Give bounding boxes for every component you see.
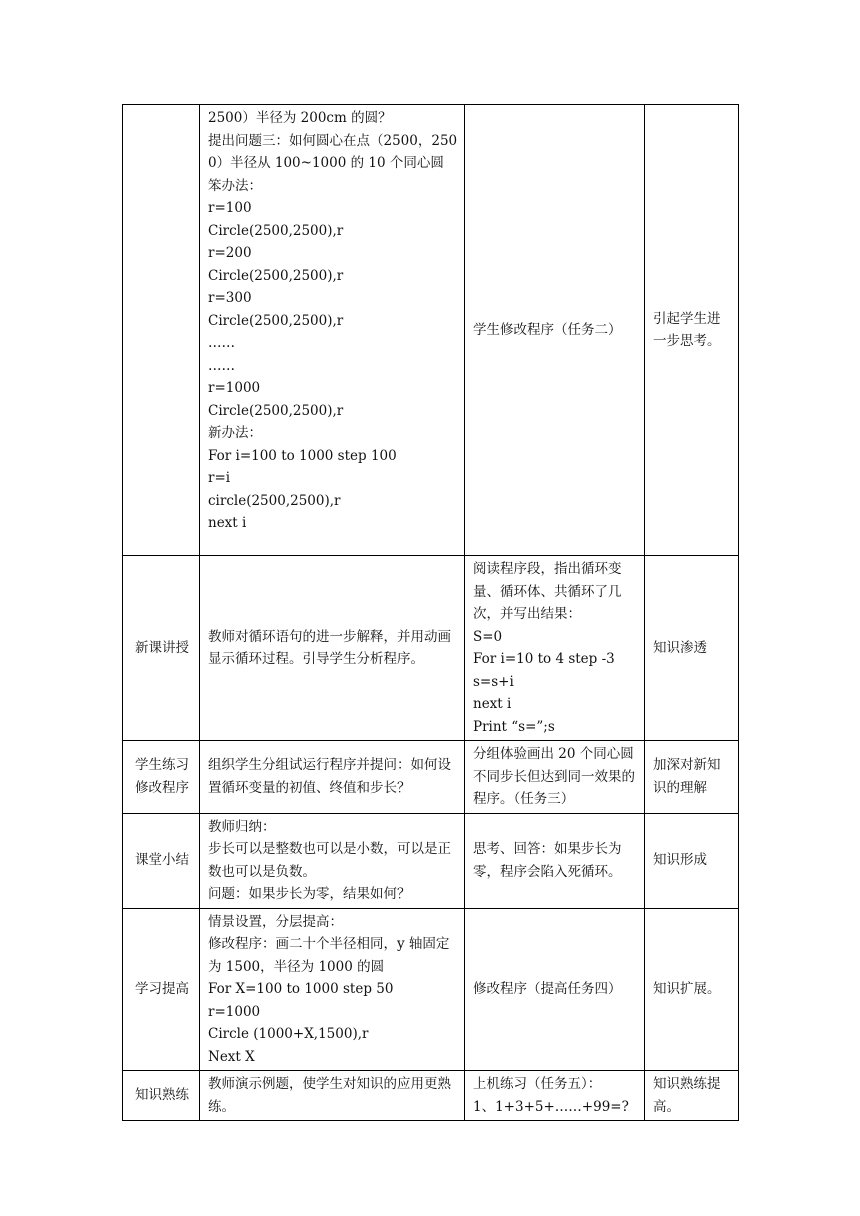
student-activity-cell — [465, 556, 645, 741]
design-intent-cell — [645, 556, 739, 741]
design-intent-cell — [645, 1071, 739, 1121]
student-activity-cell — [465, 105, 645, 556]
teacher-line: r=100 — [208, 200, 252, 216]
lesson-plan-table — [122, 104, 739, 1121]
teacher-line: 2500）半径为 200cm 的圆？ — [208, 110, 392, 126]
stage-label: 课堂小结 — [135, 852, 189, 869]
student-line: For i=10 to 4 step -3 — [473, 651, 615, 667]
teacher-line: 提出问题三：如何圆心在点（2500，2500）半径从 100~1000 的 10 个同心圆 — [208, 132, 458, 171]
intent-line: 知识形成 — [653, 852, 707, 869]
teacher-line: Circle(2500,2500),r — [208, 402, 344, 419]
stage-label: 知识熟练 — [135, 1087, 189, 1104]
teacher-line: next i — [208, 515, 247, 531]
teacher-activity-cell — [200, 908, 465, 1071]
teacher-line: 修改程序：画二十个半径相同，y 轴固定为 1500，半径为 1000 的圆 — [208, 936, 450, 975]
teacher-line: r=1000 — [208, 380, 261, 396]
student-line: 1、1+3+5+……+99=? — [473, 1098, 629, 1115]
teacher-line: Circle(2500,2500),r — [208, 312, 344, 329]
teacher-line: r=200 — [208, 245, 252, 261]
teacher-line: For i=100 to 1000 step 100 — [208, 447, 397, 464]
student-line: 学生修改程序（任务二） — [473, 321, 622, 338]
table-row — [123, 908, 739, 1071]
teacher-line: circle(2500,2500),r — [208, 492, 341, 509]
teacher-line: r=i — [208, 470, 231, 486]
teacher-line: Circle(2500,2500),r — [208, 267, 344, 284]
teacher-activity-cell — [200, 1071, 465, 1121]
student-line: 阅读程序段，指出循环变量、循环体、共循环了几次，并写出结果： — [473, 561, 622, 622]
intent-line: 加深对新知识的理解 — [653, 757, 721, 796]
lesson-plan-body — [123, 105, 739, 1121]
teacher-line: 教师归纳： — [208, 818, 276, 835]
teacher-line: 情景设置，分层提高： — [208, 913, 343, 930]
teacher-line: r=300 — [208, 290, 252, 306]
teacher-line: 步长可以是整数也可以是小数，可以是正数也可以是负数。 — [208, 841, 451, 880]
teacher-line: 问题：如果步长为零，结果如何？ — [208, 886, 411, 902]
teacher-activity-cell — [200, 813, 465, 908]
intent-line: 知识扩展。 — [653, 981, 721, 997]
stage-label: 新课讲授 — [135, 639, 189, 656]
teacher-line: For X=100 to 1000 step 50 — [208, 981, 394, 997]
teacher-activity-cell — [200, 741, 465, 814]
teacher-line: 教师对循环语句的进一步解释，并用动画显示循环过程。引导学生分析程序。 — [208, 628, 451, 667]
stage-cell — [123, 741, 200, 814]
design-intent-cell — [645, 741, 739, 814]
intent-line: 知识熟练提高。 — [653, 1076, 721, 1115]
table-row — [123, 741, 739, 814]
teacher-line: Circle(2500,2500),r — [208, 222, 344, 239]
teacher-line: …… — [208, 357, 235, 374]
teacher-line: r=1000 — [208, 1003, 261, 1020]
table-row — [123, 1071, 739, 1121]
stage-cell — [123, 556, 200, 741]
teacher-activity-cell — [200, 556, 465, 741]
teacher-line: 教师演示例题，使学生对知识的应用更熟练。 — [208, 1076, 451, 1115]
teacher-line: 新办法： — [208, 425, 262, 441]
table-row — [123, 556, 739, 741]
student-line: 分组体验画出 20 个同心圆不同步长但达到同一效果的程序。（任务三） — [473, 746, 635, 807]
student-line: 上机练习（任务五）： — [473, 1076, 602, 1092]
teacher-line: 组织学生分组试运行程序并提问：如何设置循环变量的初值、终值和步长？ — [208, 757, 451, 796]
stage-cell — [123, 908, 200, 1071]
student-line: Print “s=”;s — [473, 718, 555, 735]
table-row — [123, 813, 739, 908]
stage-label: 学习提高 — [135, 981, 189, 997]
teacher-line: 笨办法： — [208, 177, 262, 194]
design-intent-cell — [645, 813, 739, 908]
student-activity-cell — [465, 741, 645, 814]
stage-cell — [123, 105, 200, 556]
student-activity-cell — [465, 1071, 645, 1121]
teacher-line: Circle (1000+X,1500),r — [208, 1026, 369, 1042]
intent-line: 引起学生进一步思考。 — [653, 310, 721, 349]
table-row — [123, 105, 739, 556]
design-intent-cell — [645, 105, 739, 556]
student-line: 修改程序（提高任务四） — [473, 981, 622, 997]
stage-cell — [123, 813, 200, 908]
student-line: s=s+i — [473, 673, 514, 690]
student-activity-cell — [465, 908, 645, 1071]
intent-line: 知识渗透 — [653, 639, 707, 656]
student-line: 思考、回答：如果步长为零，程序会陷入死循环。 — [473, 841, 622, 880]
stage-label: 学生练习修改程序 — [135, 757, 189, 796]
teacher-activity-cell — [200, 105, 465, 556]
teacher-line: Next X — [208, 1048, 255, 1065]
teacher-line: …… — [208, 335, 235, 351]
design-intent-cell — [645, 908, 739, 1071]
student-line: next i — [473, 696, 512, 712]
student-activity-cell — [465, 813, 645, 908]
stage-cell — [123, 1071, 200, 1121]
student-line: S=0 — [473, 628, 503, 645]
